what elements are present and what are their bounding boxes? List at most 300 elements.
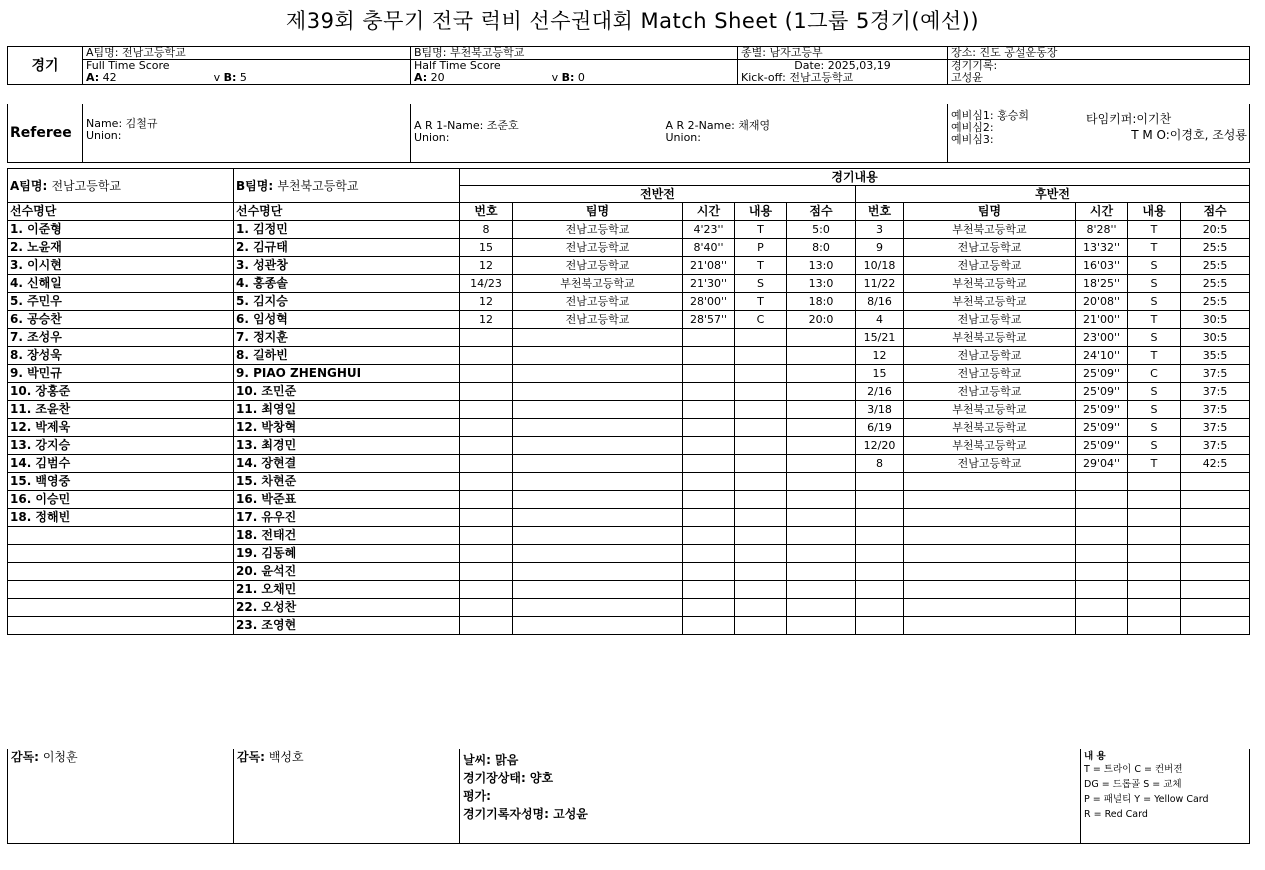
- rating: 평가:: [463, 789, 491, 803]
- h1-event-team: [513, 509, 683, 527]
- player-b: 6. 임성혁: [234, 311, 460, 329]
- player-a: 2. 노윤재: [8, 239, 234, 257]
- full-b-score: 5: [239, 72, 247, 84]
- h1-event-score: 18:0: [787, 293, 856, 311]
- h2-event-score: [1181, 545, 1250, 563]
- h2-event-team: [904, 563, 1076, 581]
- team-a-heading: [8, 169, 234, 203]
- h2-event-no: 8: [856, 455, 904, 473]
- table-row: [8, 365, 1250, 383]
- player-a: 15. 백영중: [8, 473, 234, 491]
- legend-line-2: DG = 드롭골 S = 교체: [1084, 779, 1182, 790]
- h1-event-type: [735, 527, 787, 545]
- h2-event-team: 부천북고등학교: [904, 221, 1076, 239]
- player-b: 11. 최영일: [234, 401, 460, 419]
- match-notes: [460, 749, 1081, 844]
- h2-event-score: 25:5: [1181, 239, 1250, 257]
- h1-col-score: 점수: [787, 203, 856, 221]
- h2-event-score: 37:5: [1181, 401, 1250, 419]
- ar1-union: Union:: [414, 131, 450, 144]
- h1-event-no: 14/23: [460, 275, 513, 293]
- h1-event-time: [683, 599, 735, 617]
- player-a: [8, 581, 234, 599]
- page-title: 제39회 충무기 전국 럭비 선수권대회 Match Sheet (1그룹 5경기(예선)): [285, 9, 980, 33]
- h2-event-score: [1181, 599, 1250, 617]
- table-row: [8, 293, 1250, 311]
- player-a: 4. 신해일: [8, 275, 234, 293]
- table-row: [8, 527, 1250, 545]
- h2-event-time: [1076, 527, 1128, 545]
- h2-event-time: 25'09'': [1076, 419, 1128, 437]
- h2-event-time: 8'28'': [1076, 221, 1128, 239]
- table-row: [8, 383, 1250, 401]
- player-b: 8. 길하빈: [234, 347, 460, 365]
- half-a-label: A:: [414, 72, 428, 84]
- h1-event-no: 15: [460, 239, 513, 257]
- h1-event-type: T: [735, 293, 787, 311]
- h2-event-team: 부천북고등학교: [904, 293, 1076, 311]
- h2-event-time: 29'04'': [1076, 455, 1128, 473]
- player-a: 12. 박제욱: [8, 419, 234, 437]
- h2-event-type: [1128, 473, 1181, 491]
- h2-event-team: 전남고등학교: [904, 365, 1076, 383]
- table-row: [8, 419, 1250, 437]
- h2-event-score: 35:5: [1181, 347, 1250, 365]
- h1-event-time: 21'30'': [683, 275, 735, 293]
- h2-event-no: [856, 527, 904, 545]
- h2-event-type: S: [1128, 383, 1181, 401]
- h1-event-score: 5:0: [787, 221, 856, 239]
- h2-event-no: [856, 491, 904, 509]
- h1-event-score: [787, 329, 856, 347]
- h1-event-team: 부천북고등학교: [513, 275, 683, 293]
- player-a: 16. 이승민: [8, 491, 234, 509]
- player-a: [8, 545, 234, 563]
- team-a-label: A팀명:: [10, 178, 48, 193]
- h1-event-score: [787, 563, 856, 581]
- h2-event-type: [1128, 527, 1181, 545]
- h1-event-score: [787, 455, 856, 473]
- h1-event-no: [460, 365, 513, 383]
- h1-event-score: [787, 365, 856, 383]
- team-b-name: 부천북고등학교: [277, 178, 359, 193]
- player-b: 18. 전태건: [234, 527, 460, 545]
- h1-event-no: [460, 419, 513, 437]
- player-b: 19. 김동혜: [234, 545, 460, 563]
- player-b: 7. 정지훈: [234, 329, 460, 347]
- full-time-score: [83, 72, 411, 85]
- player-a: 14. 김범수: [8, 455, 234, 473]
- table-row: [8, 599, 1250, 617]
- h1-event-team: [513, 401, 683, 419]
- table-row: [8, 329, 1250, 347]
- h2-event-time: 24'10'': [1076, 347, 1128, 365]
- full-a-label: A:: [86, 72, 100, 84]
- h2-event-no: 15: [856, 365, 904, 383]
- h2-event-time: 25'09'': [1076, 365, 1128, 383]
- h2-col-no: 번호: [856, 203, 904, 221]
- h1-event-type: [735, 599, 787, 617]
- coach-b: [234, 749, 460, 844]
- h1-event-type: [735, 419, 787, 437]
- h2-event-time: [1076, 581, 1128, 599]
- h1-event-time: [683, 473, 735, 491]
- h1-event-no: [460, 491, 513, 509]
- h2-event-no: [856, 617, 904, 635]
- table-row: [8, 221, 1250, 239]
- kickoff: Kick-off: 전남고등학교: [738, 72, 948, 85]
- table-row: [8, 347, 1250, 365]
- reserve-3: 예비심3:: [951, 133, 994, 146]
- h2-event-type: T: [1128, 455, 1181, 473]
- h2-event-type: [1128, 581, 1181, 599]
- h1-event-score: 8:0: [787, 239, 856, 257]
- player-a: [8, 563, 234, 581]
- h1-event-no: [460, 563, 513, 581]
- h1-event-type: [735, 473, 787, 491]
- h2-event-score: 37:5: [1181, 365, 1250, 383]
- table-row: [8, 275, 1250, 293]
- h1-event-type: [735, 383, 787, 401]
- weather: 날씨: 맑음: [463, 753, 519, 767]
- h1-event-score: [787, 599, 856, 617]
- h2-event-score: 37:5: [1181, 437, 1250, 455]
- players-a-heading: 선수명단: [8, 203, 234, 221]
- h2-event-type: T: [1128, 221, 1181, 239]
- players-b-heading: 선수명단: [234, 203, 460, 221]
- reserve-1: 예비심1: 홍승희: [951, 109, 1029, 122]
- h2-event-type: T: [1128, 311, 1181, 329]
- full-vs: v: [213, 72, 221, 84]
- h1-event-team: [513, 527, 683, 545]
- h1-event-team: [513, 581, 683, 599]
- referee-union: Union:: [86, 129, 122, 142]
- match-grid: [7, 168, 1250, 635]
- player-b: 9. PIAO ZHENGHUI: [234, 365, 460, 383]
- h1-event-type: S: [735, 275, 787, 293]
- h1-event-team: [513, 347, 683, 365]
- h2-event-type: T: [1128, 347, 1181, 365]
- h1-col-time: 시간: [683, 203, 735, 221]
- team-b-heading: [234, 169, 460, 203]
- player-b: 2. 김규태: [234, 239, 460, 257]
- player-b: 22. 오성찬: [234, 599, 460, 617]
- h2-event-time: 18'25'': [1076, 275, 1128, 293]
- h2-event-no: 6/19: [856, 419, 904, 437]
- half-time-label: Half Time Score: [411, 60, 738, 73]
- h1-event-score: [787, 401, 856, 419]
- h1-event-team: 전남고등학교: [513, 257, 683, 275]
- h1-event-team: [513, 563, 683, 581]
- player-a: 10. 장홍준: [8, 383, 234, 401]
- table-row: [8, 545, 1250, 563]
- legend: [1081, 749, 1250, 844]
- h1-event-no: 12: [460, 311, 513, 329]
- h2-event-no: [856, 545, 904, 563]
- h1-event-no: [460, 329, 513, 347]
- h2-event-type: S: [1128, 293, 1181, 311]
- h2-event-time: [1076, 617, 1128, 635]
- h1-event-no: [460, 455, 513, 473]
- legend-title: 내 용: [1084, 751, 1106, 762]
- table-row: [8, 455, 1250, 473]
- ar1-info: [411, 104, 663, 163]
- h2-event-score: 42:5: [1181, 455, 1250, 473]
- h1-event-no: [460, 617, 513, 635]
- player-a: 1. 이준형: [8, 221, 234, 239]
- category: 종별: 남자고등부: [738, 47, 948, 60]
- legend-line-3: P = 패널티 Y = Yellow Card: [1084, 794, 1209, 805]
- player-a: [8, 617, 234, 635]
- h2-event-type: S: [1128, 329, 1181, 347]
- h1-event-time: [683, 401, 735, 419]
- h2-event-type: T: [1128, 239, 1181, 257]
- h2-event-time: 25'09'': [1076, 437, 1128, 455]
- half-b-label: B:: [561, 72, 575, 84]
- h2-event-team: 전남고등학교: [904, 311, 1076, 329]
- h2-event-no: [856, 509, 904, 527]
- h1-event-team: [513, 455, 683, 473]
- player-b: 23. 조영현: [234, 617, 460, 635]
- h1-col-type: 내용: [735, 203, 787, 221]
- h1-event-score: [787, 617, 856, 635]
- h2-event-time: [1076, 473, 1128, 491]
- h2-event-score: [1181, 617, 1250, 635]
- h2-event-score: 37:5: [1181, 383, 1250, 401]
- player-a: [8, 599, 234, 617]
- h1-event-team: [513, 419, 683, 437]
- h2-event-team: [904, 527, 1076, 545]
- h1-event-time: [683, 419, 735, 437]
- h1-event-time: [683, 437, 735, 455]
- h2-event-score: 30:5: [1181, 329, 1250, 347]
- h1-event-time: 21'08'': [683, 257, 735, 275]
- h2-col-team: 팀명: [904, 203, 1076, 221]
- h2-col-time: 시간: [1076, 203, 1128, 221]
- referee-table: [7, 104, 1250, 163]
- h1-event-type: [735, 581, 787, 599]
- team-b-line: B팀명: 부천북고등학교: [411, 47, 738, 60]
- table-row: [8, 401, 1250, 419]
- h1-event-team: [513, 437, 683, 455]
- h2-event-no: 11/22: [856, 275, 904, 293]
- h1-event-score: [787, 419, 856, 437]
- h2-event-time: 16'03'': [1076, 257, 1128, 275]
- ar2-name: A R 2-Name: 채재영: [665, 119, 771, 132]
- h1-event-time: [683, 365, 735, 383]
- player-b: 20. 윤석진: [234, 563, 460, 581]
- h2-event-time: [1076, 599, 1128, 617]
- h2-event-team: [904, 509, 1076, 527]
- table-row: [8, 617, 1250, 635]
- h1-event-score: 13:0: [787, 257, 856, 275]
- h1-event-type: [735, 401, 787, 419]
- referee-name: Name: 김철규: [86, 117, 158, 130]
- h1-event-time: [683, 455, 735, 473]
- h1-event-type: [735, 455, 787, 473]
- h1-event-time: 28'57'': [683, 311, 735, 329]
- half-b-score: 0: [577, 72, 585, 84]
- h2-event-team: 전남고등학교: [904, 383, 1076, 401]
- h2-event-no: [856, 563, 904, 581]
- h2-event-team: 부천북고등학교: [904, 275, 1076, 293]
- player-b: 14. 장현결: [234, 455, 460, 473]
- coach-a-label: 감독:: [11, 750, 39, 764]
- h1-col-team: 팀명: [513, 203, 683, 221]
- h2-event-score: 25:5: [1181, 275, 1250, 293]
- h1-event-time: [683, 563, 735, 581]
- h1-event-no: [460, 509, 513, 527]
- player-a: 7. 조성우: [8, 329, 234, 347]
- player-b: 21. 오채민: [234, 581, 460, 599]
- h2-col-score: 점수: [1181, 203, 1250, 221]
- h2-event-score: [1181, 581, 1250, 599]
- h2-event-team: 부천북고등학교: [904, 437, 1076, 455]
- legend-line-4: R = Red Card: [1084, 809, 1148, 820]
- table-row: [8, 563, 1250, 581]
- h2-event-type: [1128, 509, 1181, 527]
- h2-event-no: 9: [856, 239, 904, 257]
- h2-event-team: [904, 491, 1076, 509]
- h2-event-team: 전남고등학교: [904, 347, 1076, 365]
- player-b: 3. 성관창: [234, 257, 460, 275]
- player-a: 9. 박민규: [8, 365, 234, 383]
- player-b: 12. 박창혁: [234, 419, 460, 437]
- h2-event-team: 전남고등학교: [904, 455, 1076, 473]
- h2-event-team: [904, 545, 1076, 563]
- h1-event-time: [683, 509, 735, 527]
- h1-event-team: [513, 545, 683, 563]
- footer-table: [7, 749, 1250, 844]
- h2-event-time: 23'00'': [1076, 329, 1128, 347]
- h1-event-score: 20:0: [787, 311, 856, 329]
- table-row: [8, 509, 1250, 527]
- officials-info: [948, 104, 1250, 163]
- h1-event-type: [735, 509, 787, 527]
- match-info-table: [7, 46, 1250, 85]
- player-a: 13. 강지승: [8, 437, 234, 455]
- h2-event-no: 3: [856, 221, 904, 239]
- h2-event-team: [904, 599, 1076, 617]
- h1-event-time: [683, 581, 735, 599]
- h2-event-team: 부천북고등학교: [904, 419, 1076, 437]
- pitch-condition: 경기장상태: 양호: [463, 771, 554, 785]
- h1-event-time: [683, 491, 735, 509]
- h1-col-no: 번호: [460, 203, 513, 221]
- h1-event-no: [460, 401, 513, 419]
- h1-event-type: T: [735, 257, 787, 275]
- h1-event-no: [460, 527, 513, 545]
- h1-event-type: [735, 347, 787, 365]
- player-a: 6. 공승찬: [8, 311, 234, 329]
- h1-event-time: 28'00'': [683, 293, 735, 311]
- match-date: Date: 2025,03,19: [738, 60, 948, 73]
- half-a-score: 20: [430, 72, 445, 84]
- full-time-label: Full Time Score: [83, 60, 411, 73]
- h2-event-time: 21'00'': [1076, 311, 1128, 329]
- h1-event-no: [460, 347, 513, 365]
- h1-event-team: [513, 473, 683, 491]
- venue: 장소: 진도 공설운동장: [948, 47, 1250, 60]
- h1-event-team: [513, 491, 683, 509]
- h1-event-type: T: [735, 221, 787, 239]
- player-b: 17. 유우진: [234, 509, 460, 527]
- player-a: 11. 조윤찬: [8, 401, 234, 419]
- h2-event-score: 37:5: [1181, 419, 1250, 437]
- h1-event-score: [787, 527, 856, 545]
- h2-event-score: [1181, 563, 1250, 581]
- h1-event-type: [735, 329, 787, 347]
- h1-event-team: [513, 383, 683, 401]
- h2-event-time: 20'08'': [1076, 293, 1128, 311]
- referee-info: [83, 104, 411, 163]
- h2-event-time: 25'09'': [1076, 401, 1128, 419]
- h2-event-time: [1076, 491, 1128, 509]
- h2-event-time: [1076, 563, 1128, 581]
- h1-event-team: [513, 329, 683, 347]
- player-b: 13. 최경민: [234, 437, 460, 455]
- coach-b-label: 감독:: [237, 750, 265, 764]
- h1-event-no: 12: [460, 257, 513, 275]
- ar2-info: [663, 104, 948, 163]
- h2-event-team: [904, 581, 1076, 599]
- tmo: T M O:이경호, 조성룡: [1131, 128, 1247, 142]
- h1-event-score: [787, 545, 856, 563]
- h2-event-no: 3/18: [856, 401, 904, 419]
- h1-event-time: 4'23'': [683, 221, 735, 239]
- h1-event-team: 전남고등학교: [513, 239, 683, 257]
- h2-event-type: [1128, 545, 1181, 563]
- recorder-name: 고성윤: [948, 72, 1250, 85]
- h1-event-type: C: [735, 311, 787, 329]
- h2-event-score: 30:5: [1181, 311, 1250, 329]
- h2-event-time: [1076, 545, 1128, 563]
- first-half-heading: 전반전: [460, 186, 856, 203]
- h1-event-time: 8'40'': [683, 239, 735, 257]
- h1-event-type: [735, 617, 787, 635]
- player-a: 3. 이시현: [8, 257, 234, 275]
- h1-event-score: [787, 491, 856, 509]
- h1-event-no: [460, 473, 513, 491]
- h2-event-type: S: [1128, 275, 1181, 293]
- h2-event-no: [856, 473, 904, 491]
- h1-event-score: [787, 581, 856, 599]
- h1-event-time: [683, 329, 735, 347]
- content-heading: 경기내용: [460, 169, 1250, 186]
- h1-event-type: [735, 437, 787, 455]
- player-b: 5. 김지승: [234, 293, 460, 311]
- recorder-label: 경기기록:: [951, 59, 998, 72]
- h2-col-type: 내용: [1128, 203, 1181, 221]
- h1-event-type: [735, 545, 787, 563]
- h1-event-type: [735, 365, 787, 383]
- player-b: 1. 김정민: [234, 221, 460, 239]
- team-a-name: 전남고등학교: [51, 178, 122, 193]
- h2-event-team: 전남고등학교: [904, 257, 1076, 275]
- h2-event-team: 부천북고등학교: [904, 401, 1076, 419]
- h2-event-score: [1181, 527, 1250, 545]
- h1-event-team: [513, 599, 683, 617]
- h2-event-score: [1181, 509, 1250, 527]
- player-b: 4. 홍종솔: [234, 275, 460, 293]
- ar1-name: A R 1-Name: 조준호: [414, 119, 519, 132]
- h2-event-score: [1181, 473, 1250, 491]
- h1-event-time: [683, 545, 735, 563]
- player-a: 5. 주민우: [8, 293, 234, 311]
- h1-event-team: 전남고등학교: [513, 293, 683, 311]
- h2-event-no: 12/20: [856, 437, 904, 455]
- h2-event-score: 25:5: [1181, 293, 1250, 311]
